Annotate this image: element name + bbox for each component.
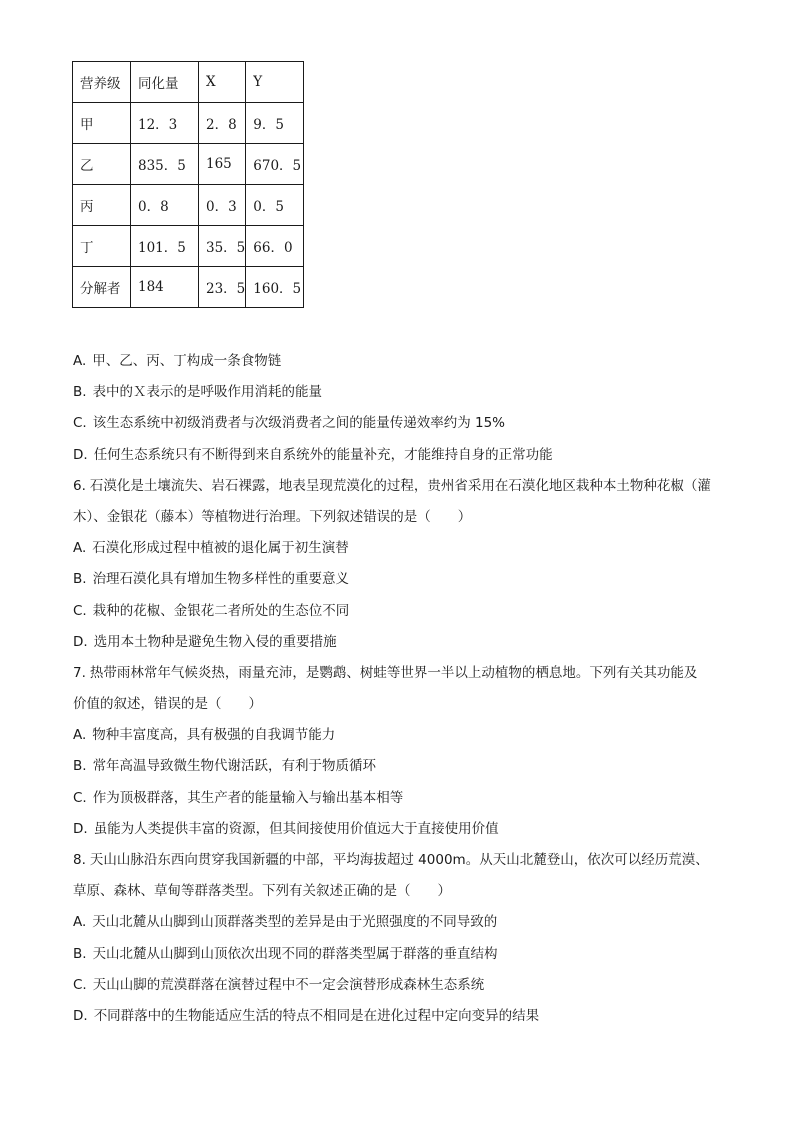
table-row — [73, 103, 304, 144]
table-cell: 0．3 — [199, 185, 246, 226]
q7-stem-line-2: 价值的叙述，错误的是（ ） — [73, 696, 262, 713]
q8-option-c — [73, 970, 733, 1001]
q6-option-c — [73, 596, 733, 627]
table-cell: 35．5 — [199, 226, 246, 267]
table-cell: 乙 — [73, 144, 131, 185]
table-cell: 66．0 — [246, 226, 304, 267]
table-row — [73, 226, 304, 267]
q8-option-d — [73, 1001, 733, 1032]
option-text: 天山北麓从山脚到山顶群落类型的差异是由于光照强度的不同导致的 — [92, 914, 498, 931]
table-cell: 23．5 — [199, 267, 246, 308]
option-letter: A. — [73, 914, 87, 931]
option-letter: D. — [73, 446, 88, 463]
option-letter: C. — [73, 415, 87, 432]
option-letter: D. — [73, 1007, 88, 1024]
q7-option-b — [73, 751, 733, 782]
table-header-cell: X — [199, 62, 246, 103]
question-number: 6. — [73, 477, 86, 494]
option-letter: B. — [73, 384, 87, 401]
q5-option-d — [73, 440, 733, 471]
table-header-cell: 同化量 — [131, 62, 199, 103]
q8-stem-line-1 — [73, 845, 733, 876]
q6-stem-line-2: 木）、金银花（藤本）等植物进行治理。下列叙述错误的是（ ） — [73, 508, 472, 525]
question-number: 8. — [73, 852, 86, 868]
option-letter: C. — [73, 976, 87, 993]
option-letter: A. — [73, 727, 87, 744]
option-text: 天山北麓从山脚到山顶依次出现不同的群落类型属于群落的垂直结构 — [92, 945, 498, 962]
q5-option-b — [73, 377, 733, 408]
table-row — [73, 185, 304, 226]
option-letter: C. — [73, 602, 87, 619]
table-header-cell: Y — [246, 62, 304, 103]
q6-option-b — [73, 564, 733, 595]
option-letter: A. — [73, 540, 87, 557]
table-row — [73, 267, 304, 308]
table-cell: 0．8 — [131, 185, 199, 226]
table-cell: 160．5 — [246, 267, 304, 308]
option-letter: B. — [73, 945, 87, 962]
option-letter: D. — [73, 820, 88, 837]
table-cell: 丙 — [73, 185, 131, 226]
table-cell: 9．5 — [246, 103, 304, 144]
option-letter: D. — [73, 633, 88, 650]
option-text: 天山山脚的荒漠群落在演替过程中不一定会演替形成森林生态系统 — [92, 976, 485, 993]
option-text: 栽种的花椒、金银花二者所处的生态位不同 — [92, 602, 350, 619]
option-text: 选用本土物种是避免生物入侵的重要措施 — [93, 633, 337, 650]
q8-option-b — [73, 939, 733, 970]
table-header-cell: 营养级 — [73, 62, 131, 103]
option-text: 常年高温导致微生物代谢活跃，有利于物质循环 — [92, 758, 377, 775]
option-text: 石漠化形成过程中植被的退化属于初生演替 — [92, 540, 349, 557]
option-text: 作为顶极群落，其生产者的能量输入与输出基本相等 — [92, 789, 404, 806]
option-text: 任何生态系统只有不断得到来自系统外的能量补充，才能维持自身的正常功能 — [93, 446, 553, 463]
option-text: 虽能为人类提供丰富的资源，但其间接使用价值远大于直接使用价值 — [93, 820, 499, 837]
table-cell: 165 — [199, 144, 246, 185]
question-stem-text: 天山山脉沿东西向贯穿我国新疆的中部，平均海拔超过 4000m。从天山北麓登山，依次可以经历荒漠、 — [89, 852, 709, 868]
option-letter: B. — [73, 571, 87, 588]
q7-option-a — [73, 720, 733, 751]
q7-option-c — [73, 783, 733, 814]
option-text: 不同群落中的生物能适应生活的特点不相同是在进化过程中定向变异的结果 — [93, 1007, 540, 1024]
q8-stem-line-2: 草原、森林、草甸等群落类型。下列有关叙述正确的是（ ） — [73, 883, 451, 900]
table-cell: 835．5 — [131, 144, 199, 185]
questions-body — [73, 346, 733, 1032]
question-number: 7. — [73, 664, 86, 681]
table-cell: 甲 — [73, 103, 131, 144]
option-letter: B. — [73, 758, 87, 775]
q5-option-a — [73, 346, 733, 377]
energy-flow-table — [72, 61, 304, 308]
question-stem-text: 石漠化是土壤流失、岩石裸露，地表呈现荒漠化的过程，贵州省采用在石漠化地区栽种本土物种花椒（灌 — [89, 477, 711, 494]
q7-stem-line-1 — [73, 658, 733, 689]
option-text: 该生态系统中初级消费者与次级消费者之间的能量传递效率约为 15% — [92, 415, 506, 432]
table-row — [73, 144, 304, 185]
table-cell: 101．5 — [131, 226, 199, 267]
option-text: 物种丰富度高，具有极强的自我调节能力 — [92, 727, 336, 744]
option-text: 表中的Ｘ表示的是呼吸作用消耗的能量 — [92, 384, 323, 401]
table-cell: 丁 — [73, 226, 131, 267]
q6-option-d — [73, 627, 733, 658]
q5-option-c — [73, 408, 733, 439]
table-cell: 2．8 — [199, 103, 246, 144]
q8-option-a — [73, 907, 733, 938]
q7-option-d — [73, 814, 733, 845]
table-cell: 184 — [131, 267, 199, 308]
table-cell: 0．5 — [246, 185, 304, 226]
option-letter: C. — [73, 789, 87, 806]
option-letter: A. — [73, 353, 87, 369]
option-text: 治理石漠化具有增加生物多样性的重要意义 — [92, 571, 350, 588]
option-text: 甲、乙、丙、丁构成一条食物链 — [92, 353, 282, 369]
table-cell: 12．3 — [131, 103, 199, 144]
table-cell: 分解者 — [73, 267, 131, 308]
table-cell: 670．5 — [246, 144, 304, 185]
question-stem-text: 热带雨林常年气候炎热，雨量充沛，是鹦鹉、树蛙等世界一半以上动植物的栖息地。下列有关其功能及 — [89, 664, 698, 681]
q6-option-a — [73, 533, 733, 564]
table-header-row — [73, 62, 304, 103]
q6-stem-line-1 — [73, 471, 733, 502]
